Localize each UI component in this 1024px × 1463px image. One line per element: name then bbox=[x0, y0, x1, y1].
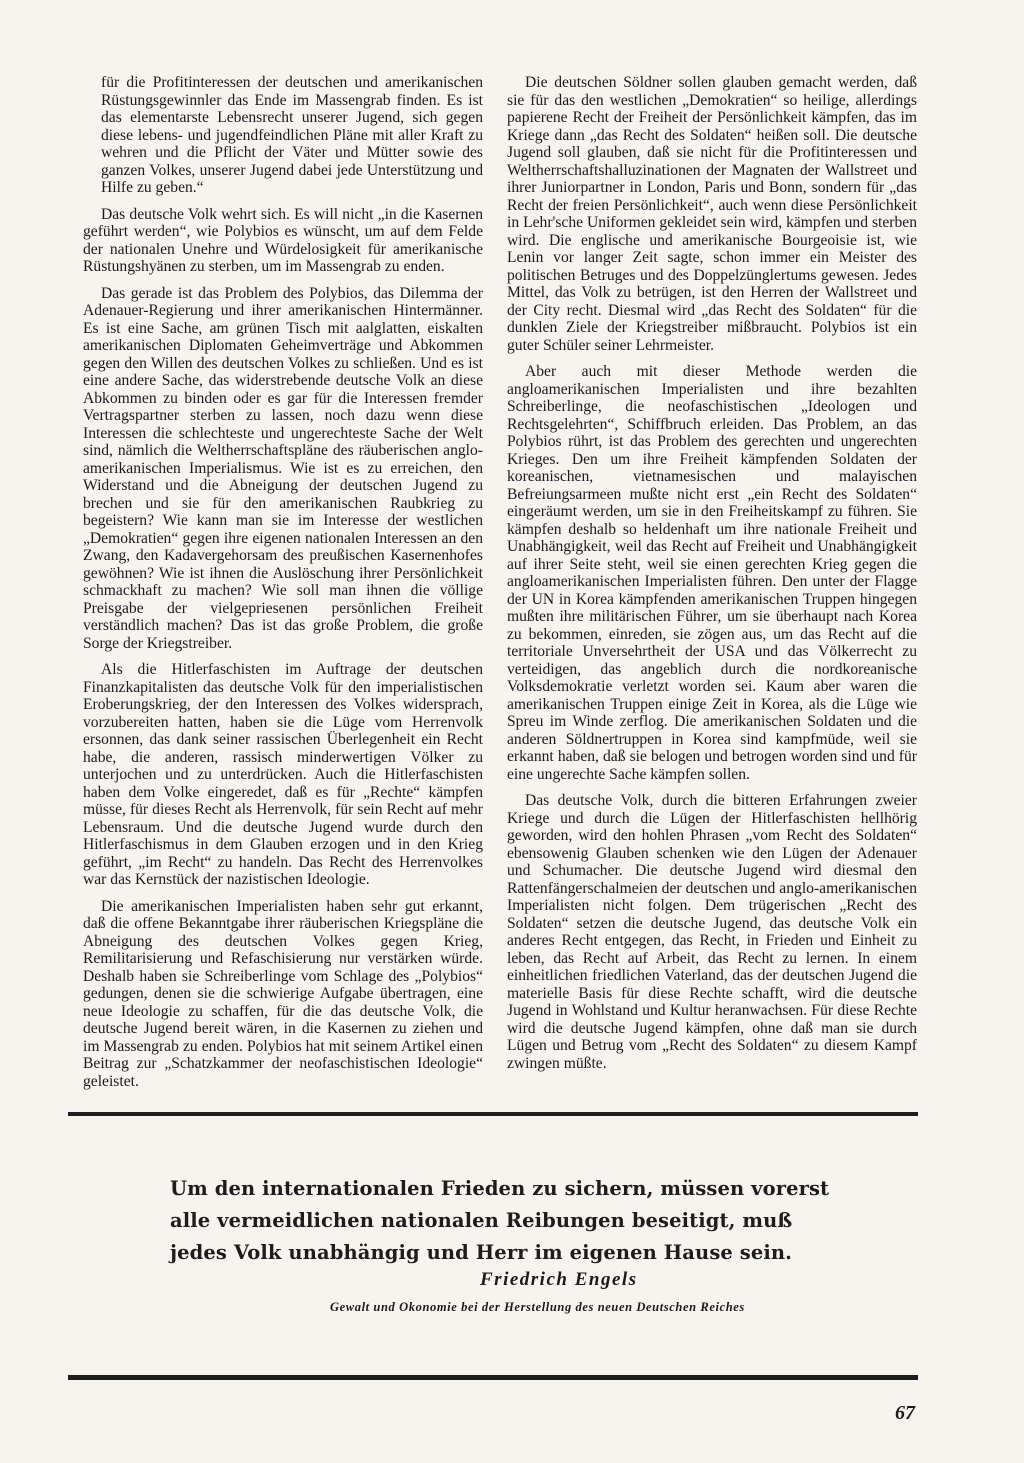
paragraph: Die deutschen Söldner sollen glauben gemacht werden, daß sie für das den westlichen „Demokratien“ so heilige, allerdings papierene Recht der Freiheit der Persönlichkeit kämpfen, das im Kriege dann „das Recht des Soldaten“ heißen soll. Die deutsche Jugend soll glauben, daß sie nicht für die Profitinteressen und Weltherrschaftshalluzinationen der Magnaten der Wallstreet und ihrer Juniorpartner in London, Paris und Bonn, sondern für „das Recht der freien Persönlichkeit“, auch wenn diese Persönlichkeit in Lehr'sche Uniformen gekleidet sein wird, kämpfen und sterben wird. Die englische und amerikanische Bourgeoisie ist, wie Lenin vor langer Zeit sagte, schon immer ein Meister des politischen Betruges und des Doppelzünglertums gewesen. Jedes Mittel, das Volk zu betrügen, ist den Herren der Wallstreet und der City recht. Diesmal wird „das Recht des Soldaten“ für die dunklen Ziele der Kriegstreiber mißbraucht. Polybios ist ein guter Schüler seiner Lehrmeister. bbox=[507, 74, 917, 354]
paragraph: Die amerikanischen Imperialisten haben sehr gut erkannt, daß die offene Bekanntgabe ihrer räuberischen Kriegspläne die Abneigung des deutschen Volkes gegen Krieg, Remilitarisierung und Refaschisierung nur verstärken würde. Deshalb haben sie Schreiberlinge vom Schlage des „Polybios“ gedungen, denen sie die schwierige Aufgabe übertragen, eine neue Ideologie zu schaffen, für die das deutsche Volk, die deutsche Jugend bereit wären, in die Kasernen zu ziehen und im Massengrab zu enden. Polybios hat mit seinem Artikel einen Beitrag zur „Schatzkammer der neofaschistischen Ideologie“ geleistet. bbox=[83, 897, 483, 1090]
paragraph: Als die Hitlerfaschisten im Auftrage der deutschen Finanzkapitalisten das deutsche Volk für den imperialistischen Eroberungskrieg, der den Interessen des Volkes widersprach, vorzubereiten hatten, haben sie die Lüge vom Herrenvolk ersonnen, das dank seiner rassischen Überlegenheit ein Recht habe, die anderen, rassisch minderwertigen Völker zu unterjochen und zu unterdrücken. Auch die Hitlerfaschisten haben dem Volke eingeredet, daß es für „Rechte“ kämpfen müsse, für dieses Recht als Herrenvolk, für sein Recht auf mehr Lebensraum. Und die deutsche Jugend wurde durch den Hitlerfaschismus in dem Glauben erzogen und in den Krieg geführt, „im Recht“ zu handeln. Das Recht des Herrenvolkes war das Kernstück der nazistischen Ideologie. bbox=[83, 661, 483, 888]
engels-quote: Um den internationalen Frieden zu sichern, müssen vorerst alle vermeidlichen nationalen Reibungen beseitigt, muß jedes Volk unabhängig und Herr im eigenen Hause sein. bbox=[170, 1177, 830, 1264]
paragraph: Das deutsche Volk, durch die bitteren Erfahrungen zweier Kriege und durch die Lügen der Hitlerfaschisten hellhörig geworden, wird den hohlen Phrasen „vom Recht des Soldaten“ ebensowenig Glauben schenken wie den Lügen der Adenauer und Schumacher. Die deutsche Jugend wird diesmal den Rattenfängerschalmeien der deutschen und anglo-amerikanischen Imperialisten nicht folgen. Dem trügerischen „Recht des Soldaten“ setzen die deutsche Jugend, das deutsche Volk ein anderes Recht entgegen, das Recht, in Frieden und Einheit zu leben, das Recht auf Arbeit, das Recht zu lernen. In einem einheitlichen friedlichen Vaterland, das der deutschen Jugend die materielle Basis für diese Rechte schafft, wird die deutsche Jugend in Wohlstand und Kultur heranwachsen. Für diese Rechte wird die deutsche Jugend kämpfen, ohne daß man sie durch Lügen und Betrug vom „Recht des Soldaten“ zu diesem Kampf zwingen müßte. bbox=[507, 792, 917, 1072]
page-number: 67 bbox=[895, 1402, 915, 1424]
paragraph: Aber auch mit dieser Methode werden die angloamerikanischen Imperialisten und ihre bezahlten Schreiberlinge, die neofaschistischen „Ideologen und Rechtsgelehrten“, Schiffbruch erleiden. Das Problem, an das Polybios rührt, ist das Problem des gerechten und ungerechten Krieges. Den um ihre Freiheit kämpfenden Soldaten der koreanischen, vietnamesischen und malayischen Befreiungsarmeen mußte nicht erst „ein Recht des Soldaten“ eingeräumt werden, um sie in den Freiheitskampf zu führen. Sie kämpfen deshalb so heldenhaft um ihre nationale Freiheit und Unabhängigkeit, weil das Recht auf Freiheit und Unabhängigkeit auf ihrer Seite steht, weil sie einen gerechten Krieg gegen die angloamerikanischen Imperialisten führen. Den unter der Flagge der UN in Korea kämpfenden amerikanischen Truppen hingegen mußten ihre militärischen Führer, um sie überhaupt nach Korea zu bekommen, einreden, sie zögen aus, um das Recht auf die territoriale Unversehrtheit der USA und das Völkerrecht zu verteidigen, das angeblich durch die nordkoreanische Volksdemokratie verletzt worden sei. Kaum aber waren die amerikanischen Truppen einige Zeit in Korea, als die Lüge wie Spreu im Winde zerflog. Die amerikanischen Soldaten und die anderen Söldnertruppen in Korea sind kampfmüde, weil sie erkannt haben, daß sie belogen und betrogen worden sind und für eine ungerechte Sache kämpfen sollen. bbox=[507, 363, 917, 783]
divider-bottom bbox=[68, 1375, 918, 1380]
quote-source: Gewalt und Okonomie bei der Herstellung des neuen Deutschen Reiches bbox=[330, 1300, 745, 1314]
paragraph: Das gerade ist das Problem des Polybios, das Dilemma der Adenauer-Regierung und ihrer amerikanischen Hintermänner. Es ist eine Sache, am grünen Tisch mit aalglatten, eiskalten amerikanischen Diplomaten Geheimverträge und Abkommen gegen den Willen des deutschen Volkes zu schließen. Und es ist eine andere Sache, das widerstrebende deutsche Volk an diese Abkommen zu binden oder es gar für die Interessen fremder Vertragspartner sterben zu lassen, noch dazu wenn diese Interessen die schlechteste und ungerechteste Sache der Welt sind, nämlich die Weltherrschaftspläne des räuberischen anglo-amerikanischen Imperialismus. Wie ist es zu erreichen, den Widerstand und die Abneigung der deutschen Jugend zu brechen und sie für den amerikanischen Raubkrieg zu begeistern? Wie kann man sie im Interesse der westlichen „Demokratien“ gegen ihre eigenen nationalen Interessen an den Zwang, den Kadavergehorsam des preußischen Kasernenhofes gewöhnen? Wie ist ihnen die Auslöschung ihrer Persönlichkeit schmackhaft zu machen? Wie soll man ihnen die völlige Preisgabe der vielgepriesenen persönlichen Freiheit verständlich machen? Das ist das große Problem, die große Sorge der Kriegstreiber. bbox=[83, 284, 483, 652]
left-column bbox=[83, 74, 483, 1099]
divider-top bbox=[68, 1112, 918, 1116]
right-column bbox=[507, 74, 917, 1081]
quote-author: Friedrich Engels bbox=[480, 1269, 638, 1290]
paragraph: Das deutsche Volk wehrt sich. Es will nicht „in die Kasernen geführt werden“, wie Polybios es wünscht, um auf dem Felde der nationalen Unehre und Würdelosigkeit für amerikanische Rüstungshyänen zu sterben, um im Massengrab zu enden. bbox=[83, 205, 483, 275]
paragraph: für die Profitinteressen der deutschen und amerikanischen Rüstungsgewinnler das Ende im Massengrab finden. Es ist das elementarste Lebensrecht unserer Jugend, sich gegen diese lebens- und jugendfeindlichen Pläne mit aller Kraft zu wehren und die Pflicht der Väter und Mütter sowie des ganzen Volkes, unserer Jugend dabei jede Unterstützung und Hilfe zu geben.“ bbox=[101, 74, 483, 196]
